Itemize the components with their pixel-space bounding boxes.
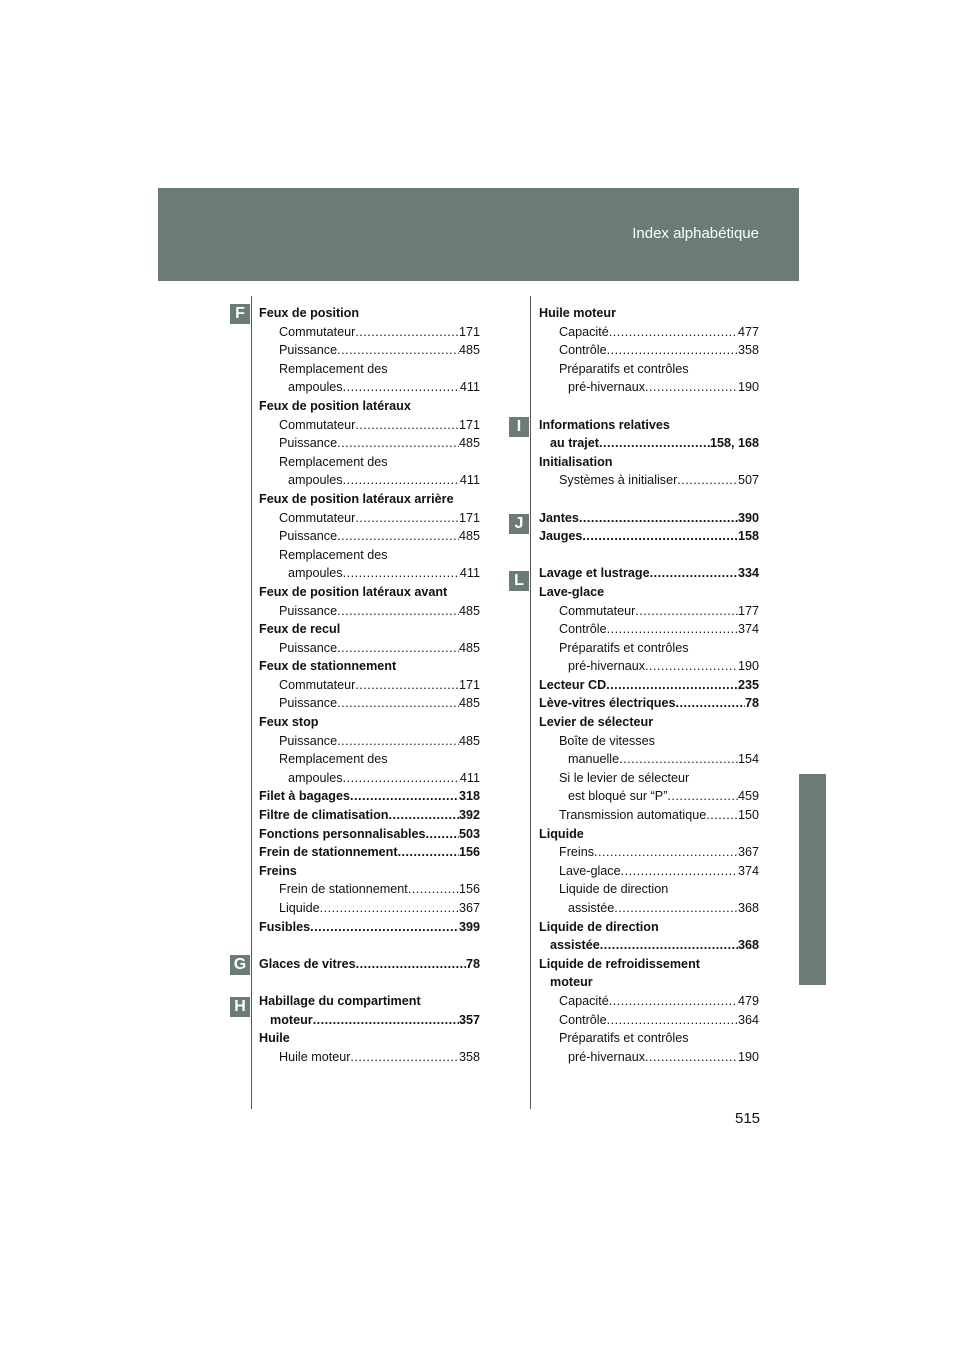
index-entry: au trajet ..... 158, 168: [539, 434, 759, 453]
index-subentry: est bloqué sur “P” ..... 459: [539, 787, 759, 806]
column-divider-right: [530, 296, 531, 1109]
index-subentry: Puissance ..... 485: [259, 434, 480, 453]
index-subentry: pré-hivernaux ..... 190: [539, 657, 759, 676]
index-subentry: pré-hivernaux ..... 190: [539, 378, 759, 397]
index-subentry: Contrôle ..... 374: [539, 620, 759, 639]
section-letter-l: L: [509, 571, 529, 591]
index-entry: Huile moteur: [539, 306, 616, 320]
index-entry: Filet à bagages ..... 318: [259, 787, 480, 806]
index-entry: Glaces de vitres ..... 78: [259, 955, 480, 974]
section-letter-g: G: [230, 955, 250, 975]
index-column-left: [259, 304, 480, 1066]
index-subentry: manuelle ..... 154: [539, 750, 759, 769]
index-subentry: Contrôle ..... 358: [539, 341, 759, 360]
index-subentry: Liquide ..... 367: [259, 899, 480, 918]
index-entry: Fonctions personnalisables ..... 503: [259, 825, 480, 844]
index-entry: Informations relatives: [539, 417, 670, 432]
section-letter-h: H: [230, 997, 250, 1017]
index-entry: Feux de recul: [259, 622, 341, 637]
index-entry: Liquide de refroidissement: [539, 956, 700, 971]
index-entry: Feux stop: [259, 715, 319, 730]
index-subentry: Transmission automatique ..... 150: [539, 806, 759, 825]
index-subentry: Remplacement des: [279, 752, 388, 767]
index-subentry: ampoules ..... 411: [259, 378, 480, 397]
index-entry: Lave-glace: [539, 584, 605, 599]
index-entry: Lecteur CD ..... 235: [539, 676, 759, 695]
section-letter-j: J: [509, 514, 529, 534]
index-entry: Liquide: [539, 826, 584, 841]
index-subentry: Systèmes à initialiser ..... 507: [539, 471, 759, 490]
index-subentry: Puissance ..... 485: [259, 639, 480, 658]
page-number: 515: [735, 1110, 761, 1127]
index-subentry: Capacité ..... 477: [539, 323, 759, 342]
index-entry: Feux de stationnement: [259, 659, 397, 674]
index-subentry: Liquide de direction: [559, 882, 669, 897]
index-subentry: Commutateur ..... 171: [259, 676, 480, 695]
index-subentry: Freins ..... 367: [539, 843, 759, 862]
index-subentry: Puissance ..... 485: [259, 694, 480, 713]
index-entry: Lève-vitres électriques ..... 78: [539, 694, 759, 713]
index-subentry: Contrôle ..... 364: [539, 1011, 759, 1030]
index-column-right: [539, 304, 759, 1066]
section-letter-i: I: [509, 417, 529, 437]
index-subentry: Préparatifs et contrôles: [559, 1031, 689, 1046]
index-subentry: ampoules ..... 411: [259, 564, 480, 583]
index-entry: Feux de position latéraux avant: [259, 584, 448, 599]
index-subentry: Puissance ..... 485: [259, 602, 480, 621]
index-entry: Feux de position latéraux: [259, 398, 411, 413]
index-subentry: Lave-glace ..... 374: [539, 862, 759, 881]
index-subentry: Remplacement des: [279, 547, 388, 562]
index-entry: Liquide de direction: [539, 919, 659, 934]
index-subentry: Si le levier de sélecteur: [559, 770, 690, 785]
section-letter-f: F: [230, 304, 250, 324]
index-subentry: Capacité ..... 479: [539, 992, 759, 1011]
index-subentry: pré-hivernaux ..... 190: [539, 1048, 759, 1067]
index-subentry: Remplacement des: [279, 454, 388, 469]
index-entry: Habillage du compartiment: [259, 993, 421, 1008]
header-title: Index alphabétique: [632, 225, 759, 242]
index-entry: Feux de position latéraux arrière: [259, 491, 454, 506]
index-entry: Feux de position: [259, 306, 360, 320]
index-subentry: ampoules ..... 411: [259, 769, 480, 788]
index-subentry: Remplacement des: [279, 361, 388, 376]
index-entry: moteur ..... 357: [259, 1011, 480, 1030]
index-subentry: ampoules ..... 411: [259, 471, 480, 490]
index-entry: Lavage et lustrage ..... 334: [539, 564, 759, 583]
index-entry: Fusibles ..... 399: [259, 918, 480, 937]
index-subentry: Puissance ..... 485: [259, 527, 480, 546]
index-subentry: Commutateur ..... 171: [259, 416, 480, 435]
index-subentry: Boîte de vitesses: [559, 733, 655, 748]
column-divider-left: [251, 296, 252, 1109]
index-subentry: Commutateur ..... 171: [259, 509, 480, 528]
index-entry: Jantes ..... 390: [539, 509, 759, 528]
index-entry: Freins: [259, 863, 297, 878]
index-entry: Jauges ..... 158: [539, 527, 759, 546]
index-subentry: assistée ..... 368: [539, 899, 759, 918]
index-entry: Levier de sélecteur: [539, 715, 654, 730]
index-subentry: Puissance ..... 485: [259, 341, 480, 360]
index-entry: moteur: [550, 975, 593, 990]
index-entry: Huile: [259, 1031, 290, 1046]
index-subentry: Commutateur ..... 171: [259, 323, 480, 342]
index-subentry: Préparatifs et contrôles: [559, 361, 689, 376]
page-header: [158, 188, 799, 281]
index-entry: Frein de stationnement ..... 156: [259, 843, 480, 862]
index-subentry: Commutateur ..... 177: [539, 602, 759, 621]
index-subentry: Préparatifs et contrôles: [559, 640, 689, 655]
index-entry: Initialisation: [539, 454, 613, 469]
index-subentry: Puissance ..... 485: [259, 732, 480, 751]
section-side-tab: [799, 774, 826, 985]
index-subentry: Huile moteur ..... 358: [259, 1048, 480, 1067]
index-entry: assistée ..... 368: [539, 936, 759, 955]
index-subentry: Frein de stationnement ..... 156: [259, 880, 480, 899]
index-entry: Filtre de climatisation ..... 392: [259, 806, 480, 825]
